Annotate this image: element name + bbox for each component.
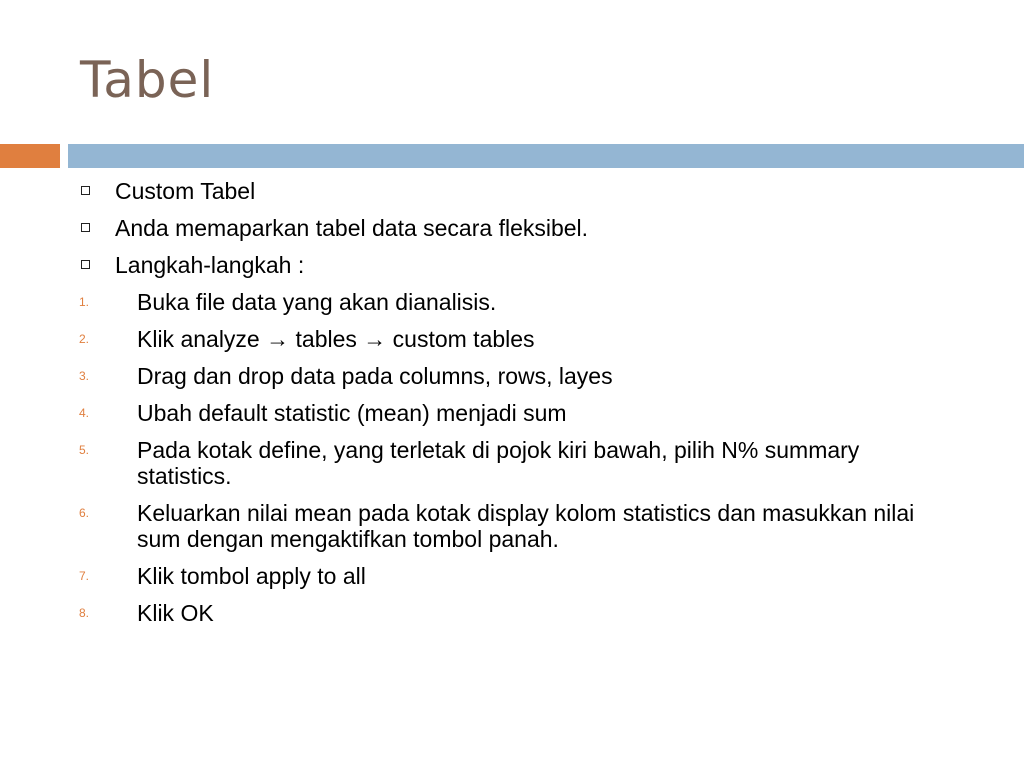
bullet-text: Langkah-langkah : (115, 252, 305, 278)
bullet-item (0, 215, 1024, 241)
step-number: 3. (79, 369, 90, 383)
step-text: Buka file data yang akan dianalisis. (137, 289, 497, 315)
step-text: Klik analyze → tables → custom tables (137, 326, 535, 352)
bullet-text: Custom Tabel (115, 178, 256, 204)
numbered-step (0, 437, 1024, 489)
numbered-step (0, 400, 1024, 426)
bullet-text: Anda memaparkan tabel data secara fleksibel. (115, 215, 589, 241)
bullet-item (0, 178, 1024, 204)
step-text: Pada kotak define, yang terletak di pojok kiri bawah, pilih N% summary statistics. (137, 437, 860, 489)
step-text: Keluarkan nilai mean pada kotak display kolom statistics dan masukkan nilai sum dengan mengaktifkan tombol panah. (137, 500, 915, 552)
step-number: 8. (79, 606, 90, 620)
title-divider-accent (0, 144, 60, 168)
numbered-step (0, 289, 1024, 315)
square-bullet-icon (81, 186, 90, 195)
slide-content (0, 178, 1024, 637)
numbered-step (0, 600, 1024, 626)
step-number: 1. (79, 295, 90, 309)
square-bullet-icon (81, 223, 90, 232)
numbered-step (0, 326, 1024, 352)
numbered-step (0, 500, 1024, 552)
bullet-item (0, 252, 1024, 278)
step-number: 6. (79, 506, 90, 520)
numbered-step (0, 363, 1024, 389)
step-number: 2. (79, 332, 90, 346)
step-number: 7. (79, 569, 90, 583)
step-text: Drag dan drop data pada columns, rows, layes (137, 363, 613, 389)
step-text: Klik tombol apply to all (137, 563, 366, 589)
title-divider-bar (68, 144, 1024, 168)
step-text: Ubah default statistic (mean) menjadi sum (137, 400, 567, 426)
numbered-step (0, 563, 1024, 589)
slide-title: Tabel (80, 51, 215, 109)
step-number: 4. (79, 406, 90, 420)
step-number: 5. (79, 443, 90, 457)
step-text: Klik OK (137, 600, 214, 626)
square-bullet-icon (81, 260, 90, 269)
